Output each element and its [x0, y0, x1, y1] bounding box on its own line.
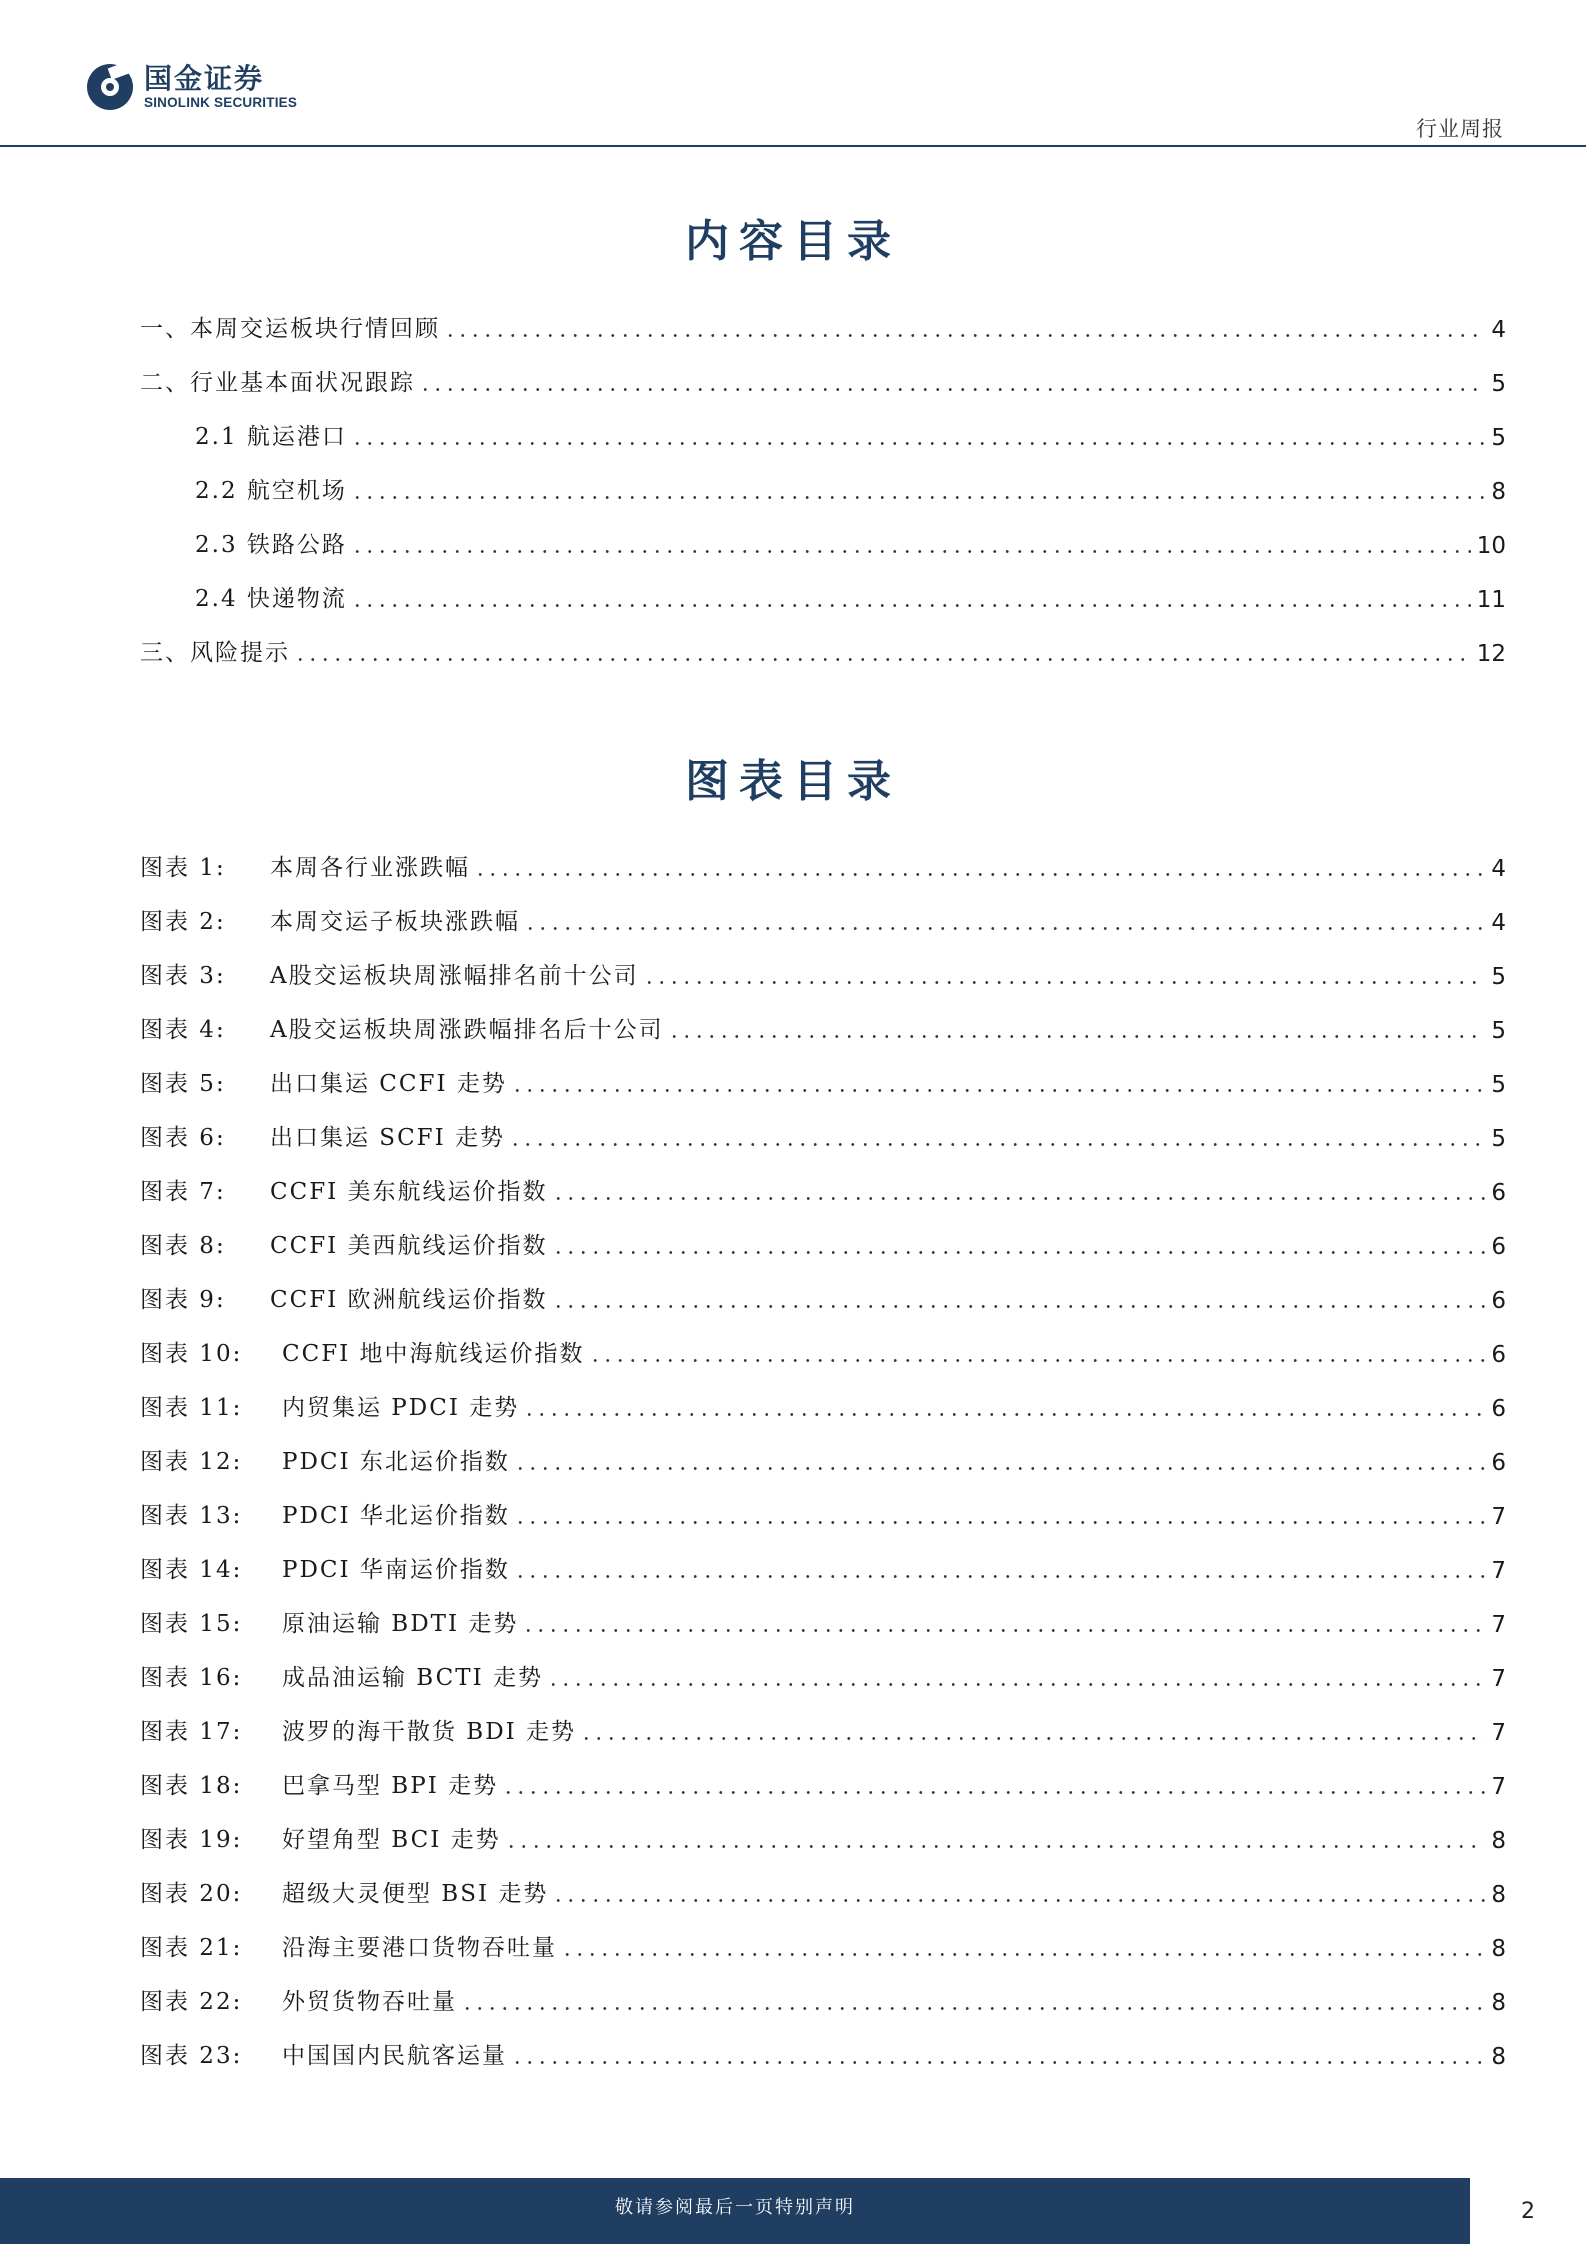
figure-list — [140, 842, 1506, 2084]
figure-entry[interactable] — [140, 1166, 1506, 1220]
dot-leader — [461, 2007, 1485, 2010]
figure-entry-label: 内贸集运 PDCI 走势 — [282, 1395, 520, 1421]
figure-entry-label: CCFI 地中海航线运价指数 — [282, 1341, 585, 1367]
toc-title: 内容目录 — [685, 216, 901, 267]
figure-entry-title — [140, 957, 639, 990]
dot-leader — [351, 604, 1471, 607]
figure-entry-label: A股交运板块周涨幅排名前十公司 — [270, 963, 639, 989]
dot-leader — [444, 334, 1485, 337]
toc-entry-page: 5 — [1491, 425, 1506, 451]
figure-entry-page: 7 — [1491, 1666, 1506, 1692]
figure-entry-number: 图表 12: — [140, 1449, 243, 1475]
figure-entry-label: 好望角型 BCI 走势 — [282, 1827, 501, 1853]
dot-leader — [474, 873, 1485, 876]
figure-entry-page: 6 — [1491, 1234, 1506, 1260]
figure-entry[interactable] — [140, 1328, 1506, 1382]
dot-leader — [509, 1143, 1485, 1146]
dot-leader — [668, 1035, 1486, 1038]
figure-entry-page: 7 — [1491, 1612, 1506, 1638]
figure-entry-label: 外贸货物吞吐量 — [282, 1989, 457, 2015]
toc-entry[interactable] — [140, 627, 1506, 681]
figure-entry-title — [140, 849, 470, 882]
figure-entry-title — [140, 1929, 557, 1962]
figure-entry[interactable] — [140, 1814, 1506, 1868]
dot-leader — [580, 1737, 1485, 1740]
figure-entry-page: 7 — [1491, 1774, 1506, 1800]
figure-entry[interactable] — [140, 1976, 1506, 2030]
dot-leader — [643, 981, 1486, 984]
figure-entry-number: 图表 14: — [140, 1557, 243, 1583]
logo-chinese-name: 国金证券 — [144, 62, 265, 95]
figure-entry-number: 图表 4: — [140, 1017, 226, 1043]
figure-entry-title — [140, 1983, 457, 2016]
figure-entry-title — [140, 1389, 519, 1422]
toc-entry-page: 8 — [1491, 479, 1506, 505]
figure-entry-title — [140, 1497, 510, 1530]
toc-entry-page: 5 — [1491, 371, 1506, 397]
page-number: 2 — [1521, 2198, 1535, 2224]
toc-entry-label: 2.1 航运港口 — [195, 424, 347, 450]
figure-entry-page: 7 — [1491, 1720, 1506, 1746]
toc-entry[interactable] — [140, 357, 1506, 411]
figure-entry[interactable] — [140, 1490, 1506, 1544]
toc-entry[interactable] — [140, 303, 1506, 357]
dot-leader — [552, 1251, 1486, 1254]
figure-entry-label: CCFI 美西航线运价指数 — [270, 1233, 548, 1259]
figure-entry-page: 6 — [1491, 1180, 1506, 1206]
dot-leader — [419, 388, 1485, 391]
figure-entry[interactable] — [140, 842, 1506, 896]
toc-entry-label: 2.2 航空机场 — [195, 478, 347, 504]
dot-leader — [523, 1413, 1485, 1416]
figure-entry-title — [140, 1281, 548, 1314]
dot-leader — [514, 1467, 1485, 1470]
figure-entry-title — [140, 1119, 505, 1152]
toc-entry[interactable] — [140, 573, 1506, 627]
figure-entry[interactable] — [140, 1382, 1506, 1436]
figure-entry-label: PDCI 东北运价指数 — [282, 1449, 510, 1475]
toc-entry-label: 一、本周交运板块行情回顾 — [140, 316, 440, 342]
dot-leader — [552, 1899, 1485, 1902]
dot-leader — [511, 2061, 1485, 2064]
toc-entry-page: 12 — [1476, 641, 1506, 667]
figure-entry-title — [140, 1605, 518, 1638]
figure-entry-label: 本周各行业涨跌幅 — [270, 855, 470, 881]
dot-leader — [351, 442, 1485, 445]
figure-entry-page: 7 — [1491, 1504, 1506, 1530]
figure-entry-title — [140, 1335, 585, 1368]
figure-entry-title — [140, 903, 520, 936]
figure-entry-number: 图表 23: — [140, 2043, 243, 2069]
toc-entry[interactable] — [140, 519, 1506, 573]
page-header — [0, 0, 1586, 150]
figure-entry-label: 超级大灵便型 BSI 走势 — [282, 1881, 549, 1907]
figure-entry-page: 6 — [1491, 1288, 1506, 1314]
figure-entry-page: 7 — [1491, 1558, 1506, 1584]
figure-entry[interactable] — [140, 1922, 1506, 1976]
figure-entry-page: 4 — [1491, 910, 1506, 936]
figure-entry-page: 8 — [1491, 1828, 1506, 1854]
figure-entry[interactable] — [140, 1220, 1506, 1274]
figure-entry-number: 图表 6: — [140, 1125, 226, 1151]
figure-entry-number: 图表 3: — [140, 963, 226, 989]
figure-entry-number: 图表 16: — [140, 1665, 243, 1691]
figure-entry-number: 图表 11: — [140, 1395, 243, 1421]
figure-entry[interactable] — [140, 1058, 1506, 1112]
figure-entry[interactable] — [140, 2030, 1506, 2084]
figure-entry-page: 6 — [1491, 1342, 1506, 1368]
logo-mark-icon — [85, 62, 135, 112]
figure-entry-label: CCFI 欧洲航线运价指数 — [270, 1287, 548, 1313]
figure-entry-page: 5 — [1491, 1018, 1506, 1044]
dot-leader — [547, 1683, 1485, 1686]
figure-entry[interactable] — [140, 1004, 1506, 1058]
dot-leader — [511, 1089, 1485, 1092]
figure-entry[interactable] — [140, 950, 1506, 1004]
figure-entry-title — [140, 1875, 548, 1908]
figure-entry-title — [140, 1227, 548, 1260]
figure-entry-label: 巴拿马型 BPI 走势 — [282, 1773, 499, 1799]
figure-entry-label: 本周交运子板块涨跌幅 — [270, 909, 520, 935]
figure-entry-title — [140, 1659, 543, 1692]
figure-entry-page: 5 — [1491, 1126, 1506, 1152]
figure-entry-label: CCFI 美东航线运价指数 — [270, 1179, 548, 1205]
toc-entry-page: 10 — [1476, 533, 1506, 559]
figure-entry-label: 成品油运输 BCTI 走势 — [282, 1665, 543, 1691]
figure-entry-label: 原油运输 BDTI 走势 — [282, 1611, 519, 1637]
figure-entry-label: 沿海主要港口货物吞吐量 — [282, 1935, 557, 1961]
figure-entry-label: 波罗的海干散货 BDI 走势 — [282, 1719, 577, 1745]
toc-entry[interactable] — [140, 411, 1506, 465]
figure-entry[interactable] — [140, 1868, 1506, 1922]
figure-entry-label: 出口集运 CCFI 走势 — [270, 1071, 507, 1097]
figure-entry-number: 图表 22: — [140, 1989, 243, 2015]
dot-leader — [514, 1521, 1485, 1524]
figure-entry-title — [140, 1767, 498, 1800]
figure-entry-title — [140, 1821, 501, 1854]
figure-entry-number: 图表 9: — [140, 1287, 226, 1313]
figure-entry-page: 8 — [1491, 1936, 1506, 1962]
dot-leader — [589, 1359, 1486, 1362]
dot-leader — [522, 1629, 1485, 1632]
figure-entry-page: 8 — [1491, 1882, 1506, 1908]
figure-entry[interactable] — [140, 1436, 1506, 1490]
figure-entry-number: 图表 2: — [140, 909, 226, 935]
logo-english-name: SINOLINK SECURITIES — [144, 95, 298, 110]
dot-leader — [552, 1305, 1486, 1308]
figure-entry[interactable] — [140, 1274, 1506, 1328]
figure-entry-number: 图表 18: — [140, 1773, 243, 1799]
dot-leader — [524, 927, 1485, 930]
toc-list — [140, 303, 1506, 681]
figure-entry-page: 5 — [1491, 964, 1506, 990]
figure-entry-number: 图表 5: — [140, 1071, 226, 1097]
dot-leader — [552, 1197, 1486, 1200]
figure-list-title: 图表目录 — [685, 756, 901, 807]
dot-leader — [505, 1845, 1486, 1848]
figure-entry-number: 图表 7: — [140, 1179, 226, 1205]
figure-entry-label: 中国国内民航客运量 — [282, 2043, 507, 2069]
toc-entry-label: 二、行业基本面状况跟踪 — [140, 370, 415, 396]
figure-entry[interactable] — [140, 1112, 1506, 1166]
figure-entry-title — [140, 2037, 507, 2070]
figure-entry-page: 5 — [1491, 1072, 1506, 1098]
report-type-label: 行业周报 — [1416, 117, 1504, 141]
figure-entry-number: 图表 17: — [140, 1719, 243, 1745]
figure-entry-number: 图表 21: — [140, 1935, 243, 1961]
figure-entry[interactable] — [140, 1760, 1506, 1814]
toc-entry-page: 11 — [1476, 587, 1506, 613]
figure-entry[interactable] — [140, 896, 1506, 950]
figure-entry-number: 图表 20: — [140, 1881, 243, 1907]
figure-entry-title — [140, 1173, 548, 1206]
figure-entry-number: 图表 1: — [140, 855, 226, 881]
toc-entry-label: 2.3 铁路公路 — [195, 532, 347, 558]
figure-entry[interactable] — [140, 1544, 1506, 1598]
figure-entry-page: 6 — [1491, 1396, 1506, 1422]
dot-leader — [351, 496, 1485, 499]
company-logo — [85, 62, 297, 112]
figure-entry[interactable] — [140, 1598, 1506, 1652]
dot-leader — [294, 658, 1471, 661]
dot-leader — [351, 550, 1471, 553]
figure-entry-number: 图表 8: — [140, 1233, 226, 1259]
figure-entry-page: 6 — [1491, 1450, 1506, 1476]
figure-entry-page: 4 — [1491, 856, 1506, 882]
figure-entry[interactable] — [140, 1652, 1506, 1706]
figure-entry-page: 8 — [1491, 1990, 1506, 2016]
toc-entry-label: 2.4 快递物流 — [195, 586, 347, 612]
dot-leader — [561, 1953, 1485, 1956]
figure-entry-label: PDCI 华北运价指数 — [282, 1503, 510, 1529]
figure-entry-title — [140, 1011, 664, 1044]
toc-entry-page: 4 — [1491, 317, 1506, 343]
toc-entry[interactable] — [140, 465, 1506, 519]
figure-entry-label: PDCI 华南运价指数 — [282, 1557, 510, 1583]
figure-entry-label: 出口集运 SCFI 走势 — [270, 1125, 506, 1151]
figure-entry-title — [140, 1551, 510, 1584]
figure-entry-number: 图表 15: — [140, 1611, 243, 1637]
figure-entry-number: 图表 13: — [140, 1503, 243, 1529]
figure-entry-number: 图表 19: — [140, 1827, 243, 1853]
header-divider — [0, 145, 1586, 147]
dot-leader — [514, 1575, 1485, 1578]
footer-disclaimer: 敬请参阅最后一页特别声明 — [615, 2197, 855, 2218]
figure-entry-title — [140, 1443, 510, 1476]
toc-entry-label: 三、风险提示 — [140, 640, 290, 666]
figure-entry-page: 8 — [1491, 2044, 1506, 2070]
figure-entry-title — [140, 1065, 507, 1098]
figure-entry[interactable] — [140, 1706, 1506, 1760]
figure-entry-label: A股交运板块周涨跌幅排名后十公司 — [270, 1017, 664, 1043]
figure-entry-title — [140, 1713, 576, 1746]
figure-entry-number: 图表 10: — [140, 1341, 243, 1367]
dot-leader — [502, 1791, 1485, 1794]
